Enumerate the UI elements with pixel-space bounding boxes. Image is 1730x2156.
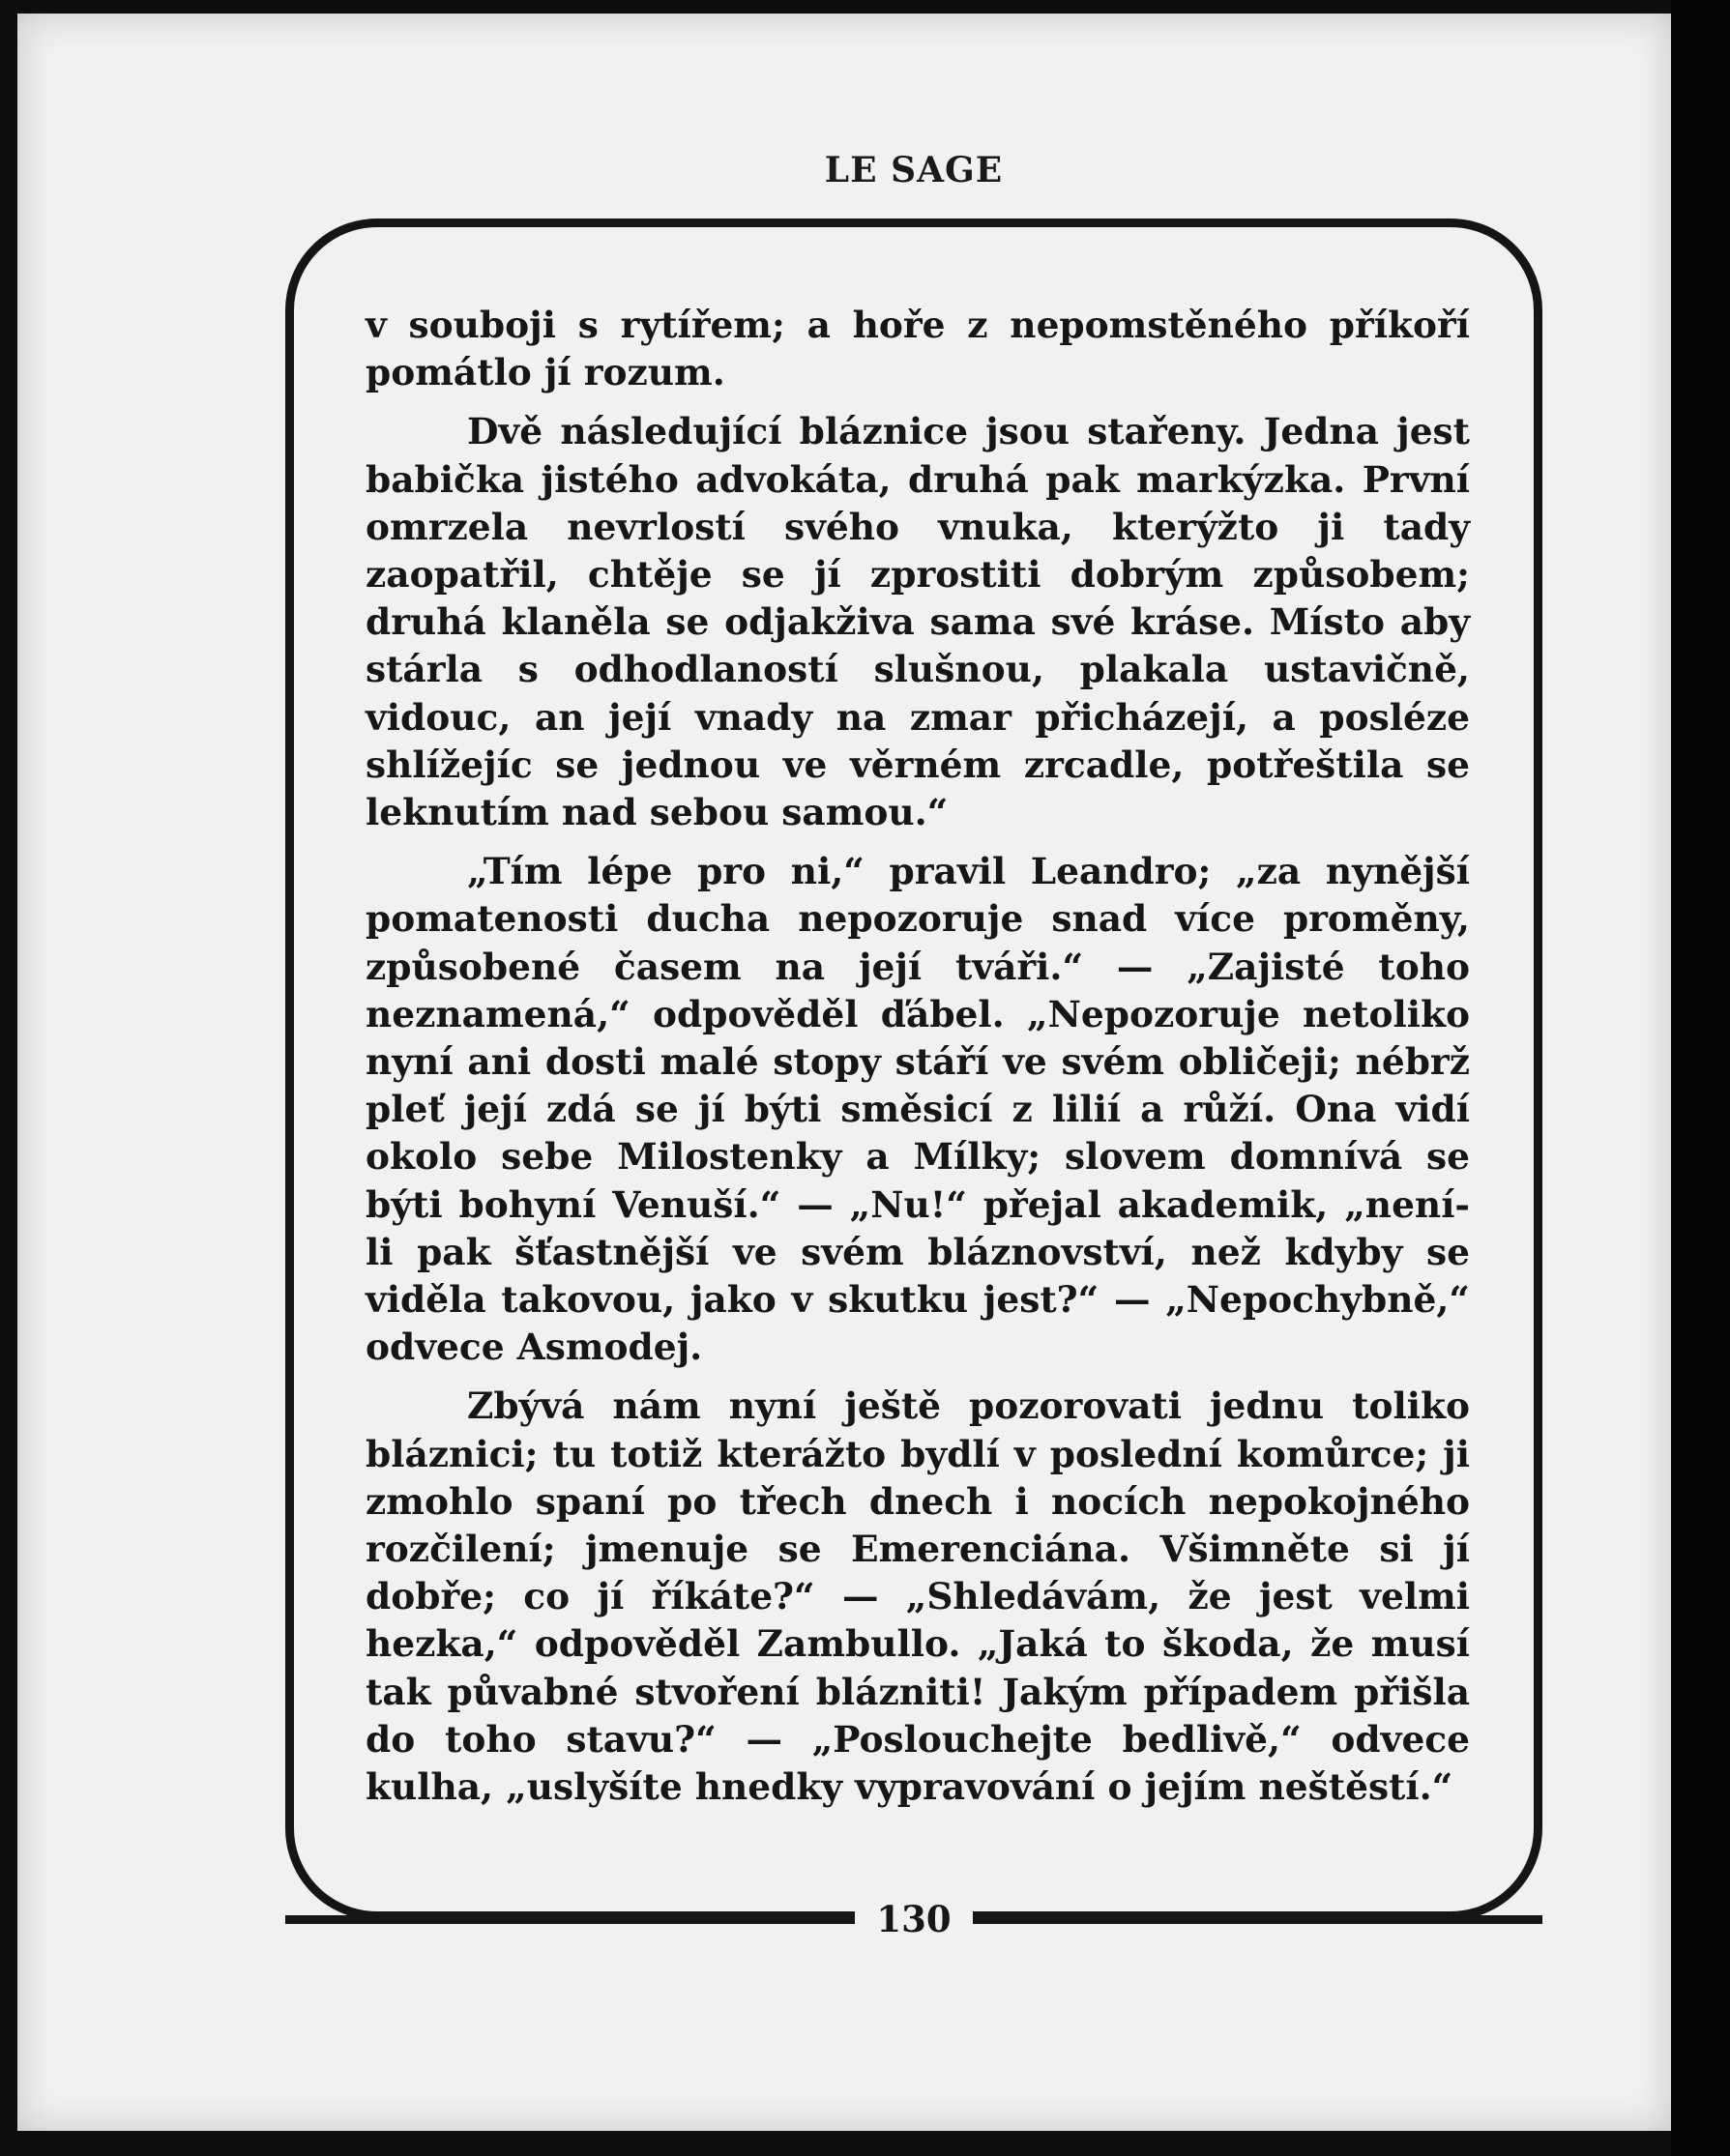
scan-edge xyxy=(1671,0,1730,2156)
running-head: LE SAGE xyxy=(824,150,1004,190)
rule-right xyxy=(973,1915,1542,1924)
paragraph-1: v souboji s rytířem; a hoře z nepomstěného příkoří pomátlo jí rozum. xyxy=(366,304,1470,394)
paragraph-4: Zbývá nám nyní ještě pozorovati jednu toliko bláznici; tu totiž kterážto bydlí v poslední komůrce; ji zmohlo spaní po třech dnech i nocích nepokojného rozčilení; jmenuje se Emerenciána. Všimněte si jí dobře; co jí říkáte?“ — „Shledávám, že jest velmi hezka,“ odpověděl Zambullo. „Jaká to škoda, že musí tak půvabné stvoření blázniti! Jakým případem přišla do toho stavu?“ — „Poslouchejte bedlivě,“ odvece kulha, „uslyšíte hnedky vypravování o jejím neštěstí.“ xyxy=(366,1384,1470,1809)
paragraph-3: „Tím lépe pro ni,“ pravil Leandro; „za nynější pomatenosti ducha nepozoruje snad více proměny, způsobené časem na její tváři.“ — „Zajisté toho neznamená,“ odpověděl ďábel. „Nepozoruje netoliko nyní ani dosti malé stopy stáří ve svém obličeji; nébrž pleť její zdá se jí býti směsicí z lilií a růží. Ona vidí okolo sebe Milostenky a Mílky; slovem domnívá se býti bohyní Venuší.“ — „Nu!“ přejal akademik, „není-li pak šťastnější ve svém bláznovství, než kdyby se viděla takovou, jako v skutku jest?“ — „Nepochybně,“ odvece Asmodej. xyxy=(366,850,1470,1369)
body-text xyxy=(366,302,1470,1822)
page-number: 130 xyxy=(855,1895,972,1943)
page-number-rule xyxy=(285,1895,1542,1943)
rule-left xyxy=(285,1915,855,1924)
paragraph-2: Dvě následující bláznice jsou stařeny. Jedna jest babička jistého advokáta, druhá pak markýzka. První omrzela nevrlostí svého vnuka, kterýžto ji tady zaopatřil, chtěje se jí zprostiti dobrým způsobem; druhá klaněla se odjakživa sama své kráse. Místo aby stárla s odhodlaností slušnou, plakala ustavičně, vidouc, an její vnady na zmar přicházejí, a posléze shlížejíc se jednou ve věrném zrcadle, potřeštila se leknutím nad sebou samou.“ xyxy=(366,410,1470,834)
